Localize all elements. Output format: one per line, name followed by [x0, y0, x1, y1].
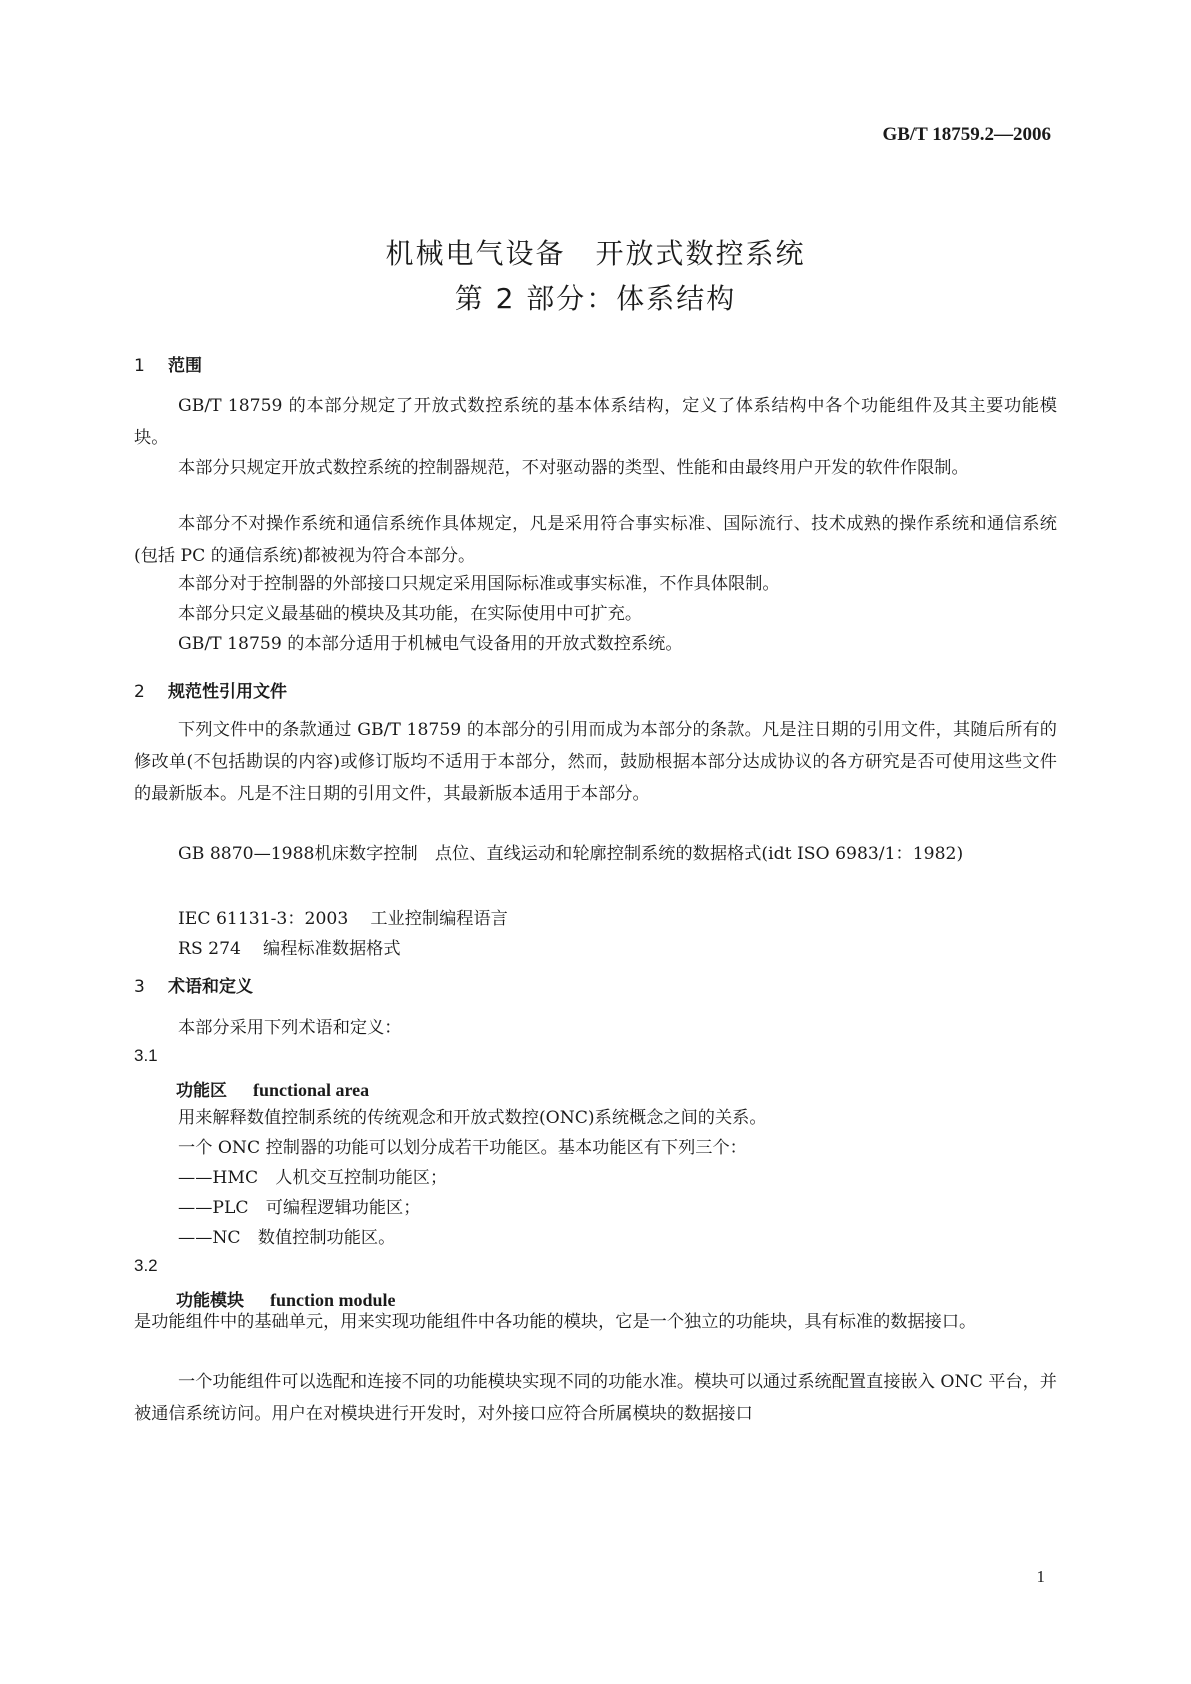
list-item: ——NC 数值控制功能区。 — [178, 1228, 396, 1248]
normative-reference — [134, 838, 1057, 870]
term-english: function module — [270, 1290, 396, 1310]
page-number: 1 — [1036, 1567, 1045, 1586]
section-3-heading — [134, 972, 253, 997]
paragraph: 本部分对于控制器的外部接口只规定采用国际标准或事实标准，不作具体限制。 — [178, 574, 780, 594]
document-title-line-2: 第 2 部分：体系结构 — [454, 282, 737, 315]
section-title: 范围 — [168, 356, 202, 376]
section-number: 2 — [134, 682, 145, 702]
paragraph: 是功能组件中的基础单元，用来实现功能组件中各功能的模块，它是一个独立的功能块，具有标准的数据接口。 — [134, 1312, 977, 1332]
section-number: 1 — [134, 356, 145, 376]
reference-title: 工业控制编程语言 — [370, 909, 508, 929]
reference-code: RS 274 — [178, 939, 241, 959]
section-2-heading — [134, 677, 287, 702]
section-title: 术语和定义 — [168, 977, 253, 997]
term-functional-area — [176, 1076, 369, 1101]
document-title-line-1: 机械电气设备 开放式数控系统 — [385, 237, 806, 270]
reference-code: GB 8870—1988 — [178, 844, 315, 864]
standard-code: GB/T 18759.2—2006 — [882, 124, 1051, 145]
section-1-heading — [134, 351, 202, 376]
paragraph: 一个功能组件可以选配和连接不同的功能模块实现不同的功能水准。模块可以通过系统配置直接嵌入 ONC 平台，并被通信系统访问。用户在对模块进行开发时，对外接口应符合所属模块的数据接口 — [134, 1372, 1057, 1424]
list-item: ——HMC 人机交互控制功能区； — [178, 1168, 448, 1188]
paragraph: GB/T 18759 的本部分规定了开放式数控系统的基本体系结构，定义了体系结构中各个功能组件及其主要功能模块。 — [134, 396, 1057, 448]
paragraph: 本部分不对操作系统和通信系统作具体规定，凡是采用符合事实标准、国际流行、技术成熟的操作系统和通信系统(包括 PC 的通信系统)都被视为符合本部分。 — [134, 514, 1057, 566]
paragraph: GB/T 18759 的本部分适用于机械电气设备用的开放式数控系统。 — [178, 634, 683, 654]
term-chinese: 功能区 — [176, 1081, 227, 1101]
normative-reference — [178, 904, 508, 929]
definition-line: 一个 ONC 控制器的功能可以划分成若干功能区。基本功能区有下列三个： — [178, 1138, 747, 1158]
paragraph: 下列文件中的条款通过 GB/T 18759 的本部分的引用而成为本部分的条款。凡是注日期的引用文件，其随后所有的修改单(不包括勘误的内容)或修订版均不适用于本部分，然而，鼓励根据本部分达成协议的各方研究是否可使用这些文件的最新版本。凡是不注日期的引用文件，其最新版本适用于本部分。 — [134, 720, 1057, 804]
reference-code: IEC 61131-3：2003 — [178, 909, 349, 929]
section-number: 3 — [134, 977, 145, 997]
paragraph: 本部分只定义最基础的模块及其功能，在实际使用中可扩充。 — [178, 604, 643, 624]
term-chinese: 功能模块 — [176, 1291, 244, 1311]
clause-number-3-2: 3.2 — [134, 1256, 158, 1275]
reference-title: 编程标准数据格式 — [263, 939, 401, 959]
definition-line: 用来解释数值控制系统的传统观念和开放式数控(ONC)系统概念之间的关系。 — [178, 1108, 767, 1128]
clause-number-3-1: 3.1 — [134, 1046, 158, 1065]
paragraph: 本部分只规定开放式数控系统的控制器规范，不对驱动器的类型、性能和由最终用户开发的软件作限制。 — [178, 458, 969, 478]
normative-reference — [178, 934, 401, 959]
paragraph: 本部分采用下列术语和定义： — [178, 1018, 402, 1038]
list-item: ——PLC 可编程逻辑功能区； — [178, 1198, 421, 1218]
section-title: 规范性引用文件 — [168, 682, 287, 702]
reference-title: 机床数字控制 点位、直线运动和轮廓控制系统的数据格式(idt ISO 6983/1：1982) — [314, 844, 964, 864]
term-english: functional area — [253, 1080, 370, 1100]
